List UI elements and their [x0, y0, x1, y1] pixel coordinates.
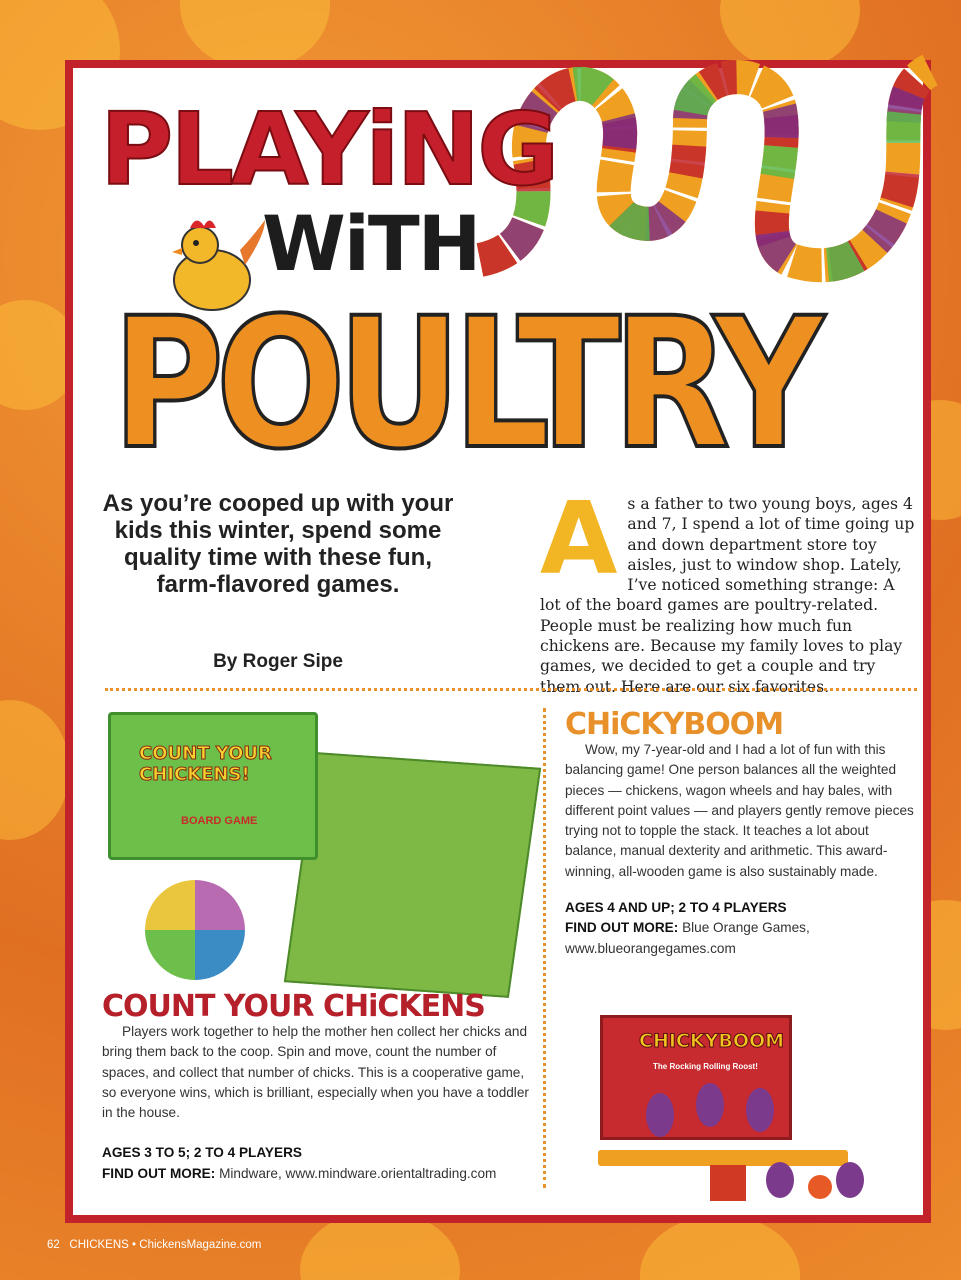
count-your-chickens-game-board-photo: [284, 752, 541, 998]
game-details: [102, 1143, 532, 1184]
byline: By Roger Sipe: [213, 651, 343, 672]
game-description: Wow, my 7-year-old and I had a lot of fun with this balancing game! One person balances all the weighted pieces — chickens, wagon wheels and hay bales, with different point values — and players gently remove pieces trying not to topple the stack. It teaches a lot about balance, manual dexterity and arithmetic. This award-winning, all-wooden game is also sustainably made.: [565, 742, 914, 879]
box-title: CHICKYBOOM: [639, 1030, 785, 1052]
game-ages: AGES 3 TO 5; 2 TO 4 PLAYERS: [102, 1145, 302, 1161]
box-subtitle: BOARD GAME: [181, 815, 258, 827]
page-footer: [47, 1239, 261, 1251]
title-poultry: POULTRY: [112, 280, 816, 489]
article-deck: As you’re cooped up with your kids this winter, spend some quality time with these fun, farm-flavored games.: [102, 490, 454, 598]
dotted-divider-horizontal: [105, 688, 917, 691]
title-with: WiTH: [262, 199, 480, 288]
spinner-photo: [145, 880, 245, 980]
find-out-more-value: Blue Orange Games, www.blueorangegames.com: [565, 920, 810, 956]
find-out-more-label: FIND OUT MORE:: [102, 1165, 216, 1181]
find-out-more-label: FIND OUT MORE:: [565, 920, 679, 936]
game-title: CHiCKYBOOM: [565, 707, 784, 742]
chickyboom-chicken-pieces: [640, 1075, 870, 1205]
box-subtitle: The Rocking Rolling Roost!: [653, 1062, 758, 1071]
title-playing: PLAYiNG: [100, 91, 557, 208]
page-number: 62: [47, 1239, 60, 1251]
find-out-more-value: Mindware, www.mindware.orientaltrading.com: [219, 1165, 497, 1181]
game-description: Players work together to help the mother hen collect her chicks and bring them back to the coop. Spin and move, count the number of spaces, and collect that number of chicks. This is a cooperative game, so everyone wins, which is brilliant, especially when you have a toddler in the house.: [102, 1024, 529, 1121]
intro-text: s a father to two young boys, ages 4 and 7, I spend a lot of time going up and down department store toy aisles, just to window shop. Lately, I’ve noticed something strange: A lot of the board games are poultry-related. People must be realizing how much fun chickens are. Because my family loves to play games, we decided to get a couple and try them out. Here are our six favorites.: [540, 495, 915, 696]
magazine-website: ChickensMagazine.com: [139, 1239, 262, 1251]
game-section-chickyboom: [565, 707, 920, 959]
game-ages: AGES 4 AND UP; 2 TO 4 PLAYERS: [565, 900, 787, 916]
game-details: [565, 898, 920, 959]
dotted-divider-vertical: [543, 708, 546, 1188]
game-section-count-your-chickens: [102, 989, 532, 1184]
game-title: COUNT YOUR CHiCKENS: [102, 989, 485, 1024]
magazine-name: CHICKENS: [69, 1239, 129, 1251]
drop-cap: A: [540, 480, 618, 597]
box-title: COUNT YOUR CHICKENS!: [139, 743, 272, 785]
intro-paragraph: [540, 480, 920, 697]
footer-separator: •: [132, 1239, 137, 1251]
count-your-chickens-box-photo: [108, 712, 318, 860]
